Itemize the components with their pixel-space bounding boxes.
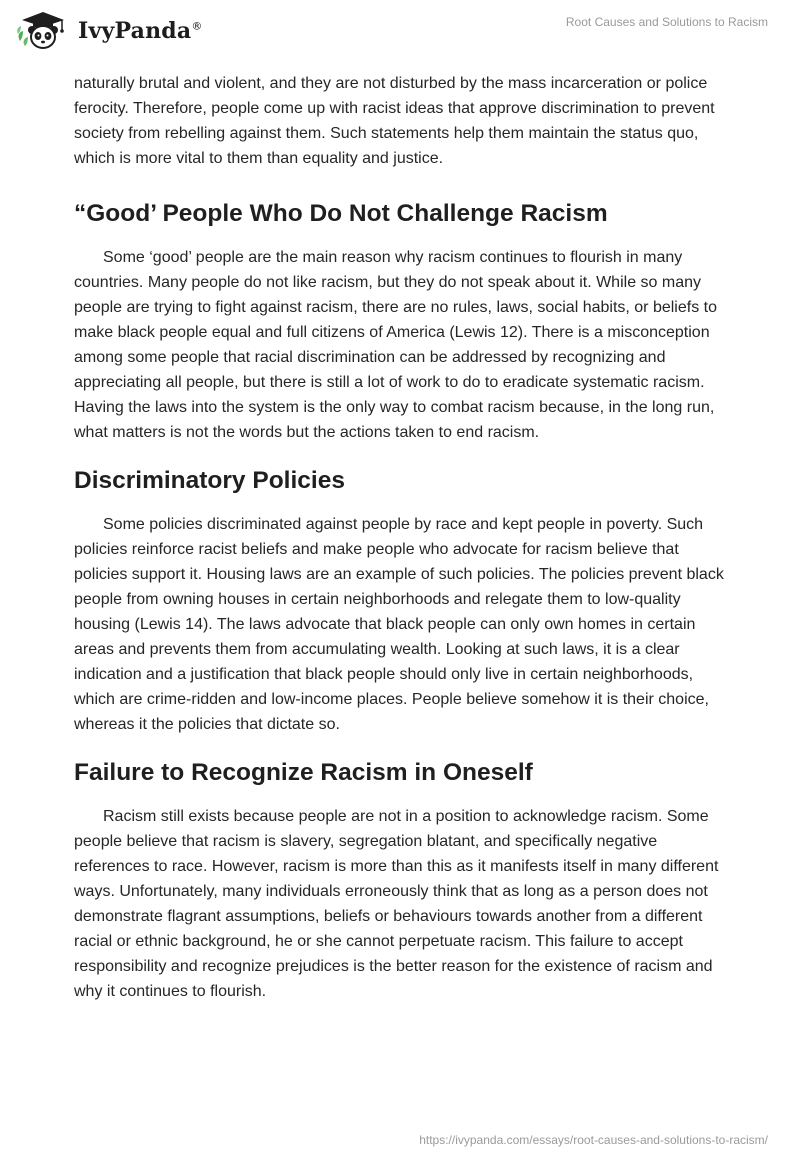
section-paragraph-failure-to-recognize: Racism still exists because people are not in a position to acknowledge racism. Some people believe that racism is slavery, segregation blatant, and specifically negative references to race. However, racism is more than this as it manifests itself in many different ways. Unfortunately, many individuals erroneously think that as long as a person does not demonstrate flagrant assumptions, beliefs or behaviours towards another from a different racial or ethnic background, he or she cannot perpetuate racism. This failure to accept responsibility and recognize prejudices is the better reason for the existence of racism and why it continues to flourish. — [74, 808, 719, 1000]
section-heading-failure-to-recognize: Failure to Recognize Racism in Oneself — [74, 759, 533, 786]
section-paragraph-discriminatory-policies: Some policies discriminated against people by race and kept people in poverty. Such policies reinforce racist beliefs and make people who advocate for racism believe that policies support it. Housing laws are an example of such policies. The policies prevent black people from owning houses in certain neighborhoods and relegate them to low-quality housing (Lewis 14). The laws advocate that black people can only own homes in certain areas and prevents them from accumulating wealth. Looking at such laws, it is a clear indication and a justification that black people should only live in certain neighborhoods, which are crime-ridden and low-income places. People believe somehow it is their choice, whereas it the policies that dictate so. — [74, 516, 724, 733]
section-heading-good-people: “Good’ People Who Do Not Challenge Racism — [74, 200, 608, 227]
brand-name: IvyPanda® — [78, 18, 203, 44]
source-url[interactable]: https://ivypanda.com/essays/root-causes-and-solutions-to-racism/ — [419, 1133, 768, 1147]
intro-paragraph: naturally brutal and violent, and they are not disturbed by the mass incarceration or police ferocity. Therefore, people come up with racist ideas that approve discrimination to prevent society from rebelling against them. Such statements help them maintain the status quo, which is more vital to them than equality and justice. — [74, 75, 715, 167]
section-heading-discriminatory-policies: Discriminatory Policies — [74, 467, 345, 494]
ivypanda-logo[interactable] — [14, 10, 203, 50]
essay-content — [74, 71, 734, 1004]
section-paragraph-good-people: Some ‘good’ people are the main reason why racism continues to flourish in many countries. Many people do not like racism, but they do not speak about it. While so many people are trying to fight against racism, there are no rules, laws, social habits, or beliefs to make black people equal and full citizens of America (Lewis 12). There is a misconception among some people that racial discrimination can be addressed by recognizing and appreciating all people, but there is still a lot of work to do to eradicate systematic racism. Having the laws into the system is the only way to combat racism because, in the long run, what matters is not the words but the actions taken to end racism. — [74, 249, 717, 441]
running-title: Root Causes and Solutions to Racism — [565, 15, 768, 29]
panda-graduation-cap-icon — [14, 10, 72, 50]
page-header — [0, 0, 800, 70]
